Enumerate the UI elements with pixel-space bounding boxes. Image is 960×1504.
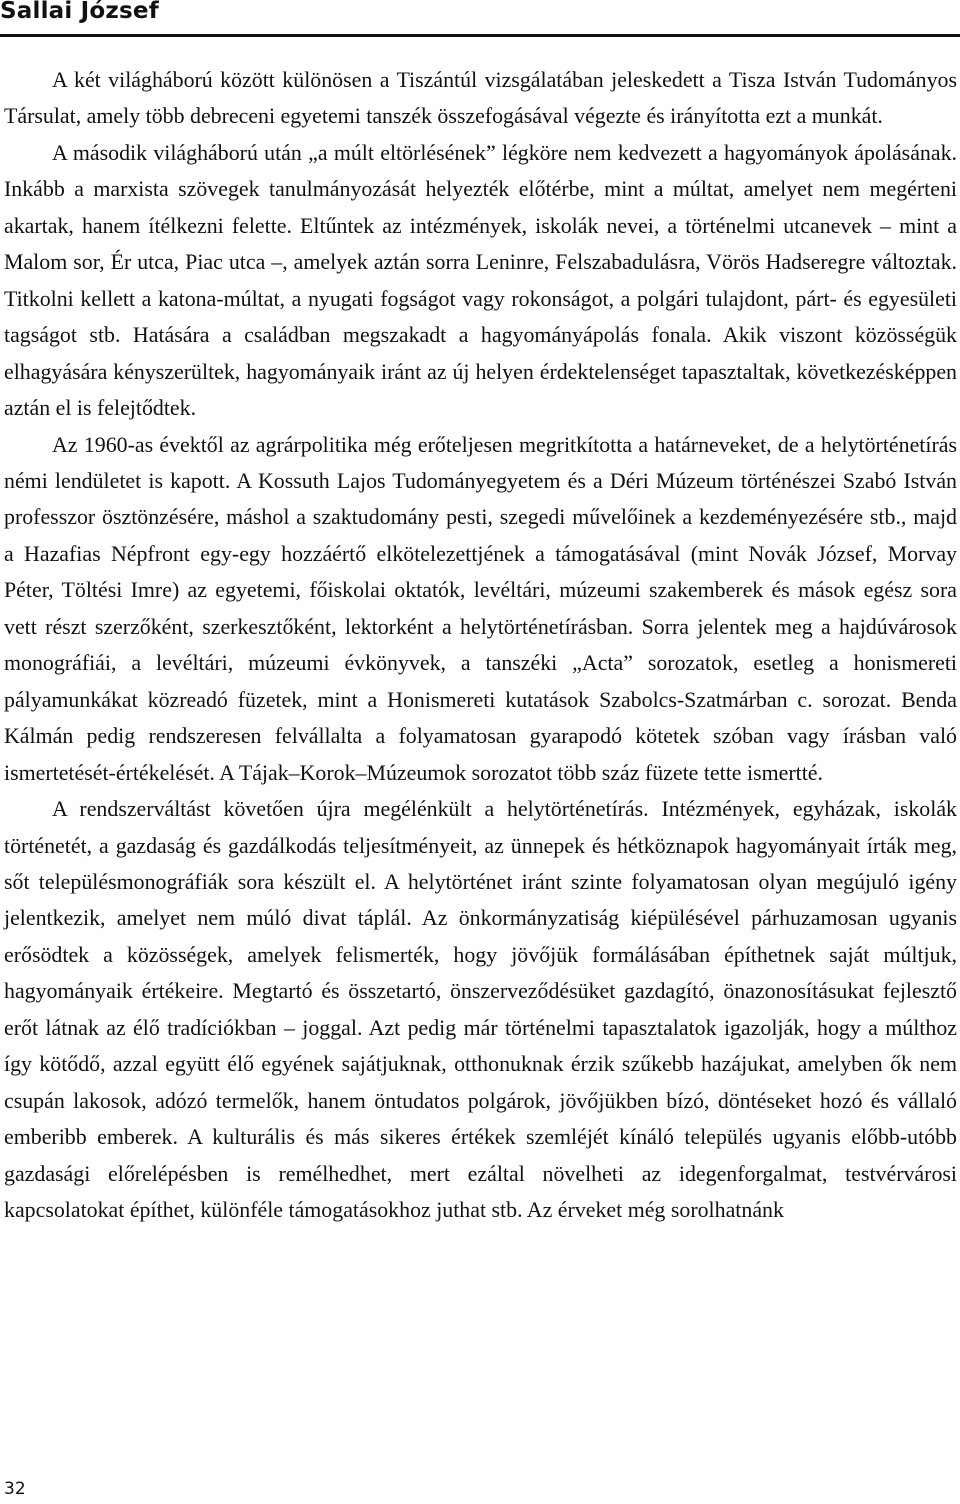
page-number: 32 (4, 1479, 26, 1499)
paragraph: Az 1960-as évektől az agrárpolitika még erőteljesen megritkította a határneveket, de a helytörténetírás némi lendületet is kapott. A Kossuth Lajos Tudományegyetem és a Déri Múzeum történészei Szabó István professzor ösztönzésére, máshol a szaktudomány pesti, szegedi művelőinek a kezdeményezésére stb., majd a Hazafias Népfront egy-egy hozzáértő elkötelezettjének a támogatásával (mint Novák József, Morvay Péter, Töltési Imre) az egyetemi, főiskolai oktatók, levéltári, múzeumi szakemberek és mások egész sora vett részt szerzőként, szerkesztőként, lektorként a helytörténetírásban. Sorra jelentek meg a hajdúvárosok monográfiái, a levéltári, múzeumi évkönyvek, a tanszéki „Acta” sorozatok, esetleg a honismereti pályamunkákat közreadó füzetek, mint a Honismereti kutatások Szabolcs-Szatmárban c. sorozat. Benda Kálmán pedig rendszeresen felvállalta a folyamatosan gyarapodó kötetek szóban vagy írásban való ismertetését-értékelését. A Tájak–Korok–Múzeumok sorozatot több száz füzete tette ismertté. (4, 431, 957, 785)
header-divider (0, 34, 960, 37)
paragraph: A két világháború között különösen a Tiszántúl vizsgálatában jeleskedett a Tisza István Tudományos Társulat, amely több debreceni egyetemi tanszék összefogásával végezte és irányította ezt a munkát. (4, 67, 957, 129)
paragraph: A rendszerváltást követően újra megélénkült a helytörténetírás. Intézmények, egyházak, iskolák történetét, a gazdaság és gazdálkodás teljesítményeit, az ünnepek és hétköznapok hagyományait írták meg, sőt településmonográfiák sora készült el. A helytörténet iránt szinte folyamatosan olyan megújuló igény jelentkezik, amelyet nem múló divat táplál. Az önkormányzatiság kiépülésével párhuzamosan ugyanis erősödtek a közösségek, amelyek felismerték, hogy jövőjük formálásában építhetnek saját múltjuk, hagyományaik értékeire. Megtartó és összetartó, önszerveződésüket gazdagító, önazonosításukat fejlesztő erőt látnak az élő tradíciókban – joggal. Azt pedig már történelmi tapasztalatok igazolják, hogy a múlthoz így kötődő, azzal együtt élő egyének sajátjuknak, otthonuknak érzik szűkebb hazájukat, amelyben ők nem csupán lakosok, adózó termelők, hanem öntudatos polgárok, jövőjükben bízó, döntéseket hozó és vállaló emberibb emberek. A kulturális és más sikeres értékek szemléjét kínáló település ugyanis előbb-utóbb gazdasági előrelépésben is remélhedhet, mert ezáltal növelheti az idegenforgalmat, testvérvárosi kapcsolatokat építhet, különféle támogatásokhoz juthat stb. Az érveket még sorolhatnánk (4, 796, 957, 1223)
running-header-author: Sallai József (0, 0, 159, 24)
article-body (4, 62, 957, 1229)
paragraph: A második világháború után „a múlt eltörlésének” légköre nem kedvezett a hagyományok ápolásának. Inkább a marxista szövegek tanulmányozását helyezték előtérbe, mint a múltat, amelyet nem megérteni akartak, hanem ítélkezni felette. Eltűntek az intézmények, iskolák nevei, a történelmi utcanevek – mint a Malom sor, Ér utca, Piac utca –, amelyek aztán sorra Leninre, Felszabadulásra, Vörös Hadseregre változtak. Titkolni kellett a katona-múltat, a nyugati fogságot vagy rokonságot, a polgári tulajdont, párt- és egyesületi tagságot stb. Hatására a családban megszakadt a hagyományápolás fonala. Akik viszont közösségük elhagyására kényszerültek, hagyományaik iránt az új helyen érdektelenséget tapasztaltak, következésképpen aztán el is felejtődtek. (4, 139, 957, 421)
